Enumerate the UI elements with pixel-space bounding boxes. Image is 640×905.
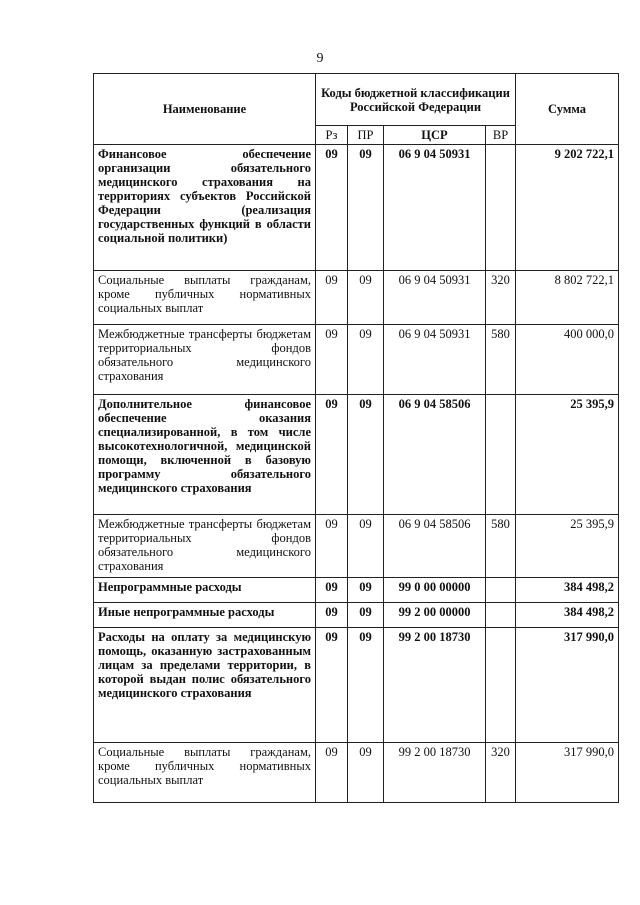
row-csr: 06 9 04 50931 [384,145,486,271]
budget-table [93,73,619,803]
table-row [94,578,619,603]
row-name: Иные непрограммные расходы [94,603,316,628]
row-name: Расходы на оплату за медицинскую помощь, оказанную застрахованным лицам за пределами территории, в которой выдан полис обязательного медицинского страхования [94,628,316,743]
row-sum: 9 202 722,1 [516,145,619,271]
row-vr [486,578,516,603]
header-pr: ПР [348,126,384,145]
header-sum: Сумма [516,74,619,145]
row-vr: 580 [486,325,516,395]
row-vr: 320 [486,271,516,325]
row-pr: 09 [348,325,384,395]
row-csr: 06 9 04 50931 [384,325,486,395]
row-sum: 25 395,9 [516,395,619,515]
row-name: Дополнительное финансовое обеспечение оказания специализированной, в том числе высокотехнологичной, медицинской помощи, включенной в базовую программу обязательного медицинского страхования [94,395,316,515]
row-pr: 09 [348,743,384,803]
row-vr [486,628,516,743]
row-sum: 384 498,2 [516,603,619,628]
row-csr: 06 9 04 50931 [384,271,486,325]
row-name: Межбюджетные трансферты бюджетам территориальных фондов обязательного медицинского страхования [94,515,316,578]
row-vr [486,145,516,271]
header-name: Наименование [94,74,316,145]
row-rz: 09 [316,628,348,743]
row-pr: 09 [348,395,384,515]
row-rz: 09 [316,395,348,515]
row-name: Межбюджетные трансферты бюджетам территориальных фондов обязательного медицинского страхования [94,325,316,395]
table-row [94,603,619,628]
row-vr: 580 [486,515,516,578]
header-codes: Коды бюджетной классификации Российской Федерации [316,74,516,126]
row-rz: 09 [316,578,348,603]
row-rz: 09 [316,145,348,271]
header-csr: ЦСР [384,126,486,145]
row-rz: 09 [316,325,348,395]
row-name: Социальные выплаты гражданам, кроме публичных нормативных социальных выплат [94,271,316,325]
row-pr: 09 [348,515,384,578]
row-pr: 09 [348,603,384,628]
row-vr: 320 [486,743,516,803]
table-row [94,515,619,578]
table-row [94,628,619,743]
row-name: Непрограммные расходы [94,578,316,603]
row-pr: 09 [348,145,384,271]
table-row [94,325,619,395]
row-csr: 99 0 00 00000 [384,578,486,603]
row-name: Финансовое обеспечение организации обязательного медицинского страхования на территориях субъектов Российской Федерации (реализация государственных функций в области социальной политики) [94,145,316,271]
row-sum: 384 498,2 [516,578,619,603]
row-vr [486,603,516,628]
table-row [94,743,619,803]
table-row [94,395,619,515]
row-pr: 09 [348,578,384,603]
row-vr [486,395,516,515]
row-pr: 09 [348,628,384,743]
table-row [94,271,619,325]
row-name: Социальные выплаты гражданам, кроме публичных нормативных социальных выплат [94,743,316,803]
row-sum: 8 802 722,1 [516,271,619,325]
row-csr: 99 2 00 18730 [384,628,486,743]
row-csr: 06 9 04 58506 [384,395,486,515]
row-sum: 317 990,0 [516,628,619,743]
row-csr: 99 2 00 18730 [384,743,486,803]
row-rz: 09 [316,743,348,803]
row-rz: 09 [316,603,348,628]
row-sum: 317 990,0 [516,743,619,803]
table-row [94,145,619,271]
header-rz: Рз [316,126,348,145]
row-rz: 09 [316,271,348,325]
row-rz: 09 [316,515,348,578]
row-csr: 99 2 00 00000 [384,603,486,628]
row-sum: 400 000,0 [516,325,619,395]
row-csr: 06 9 04 58506 [384,515,486,578]
page-number: 9 [316,51,324,66]
header-vr: ВР [486,126,516,145]
row-pr: 09 [348,271,384,325]
row-sum: 25 395,9 [516,515,619,578]
